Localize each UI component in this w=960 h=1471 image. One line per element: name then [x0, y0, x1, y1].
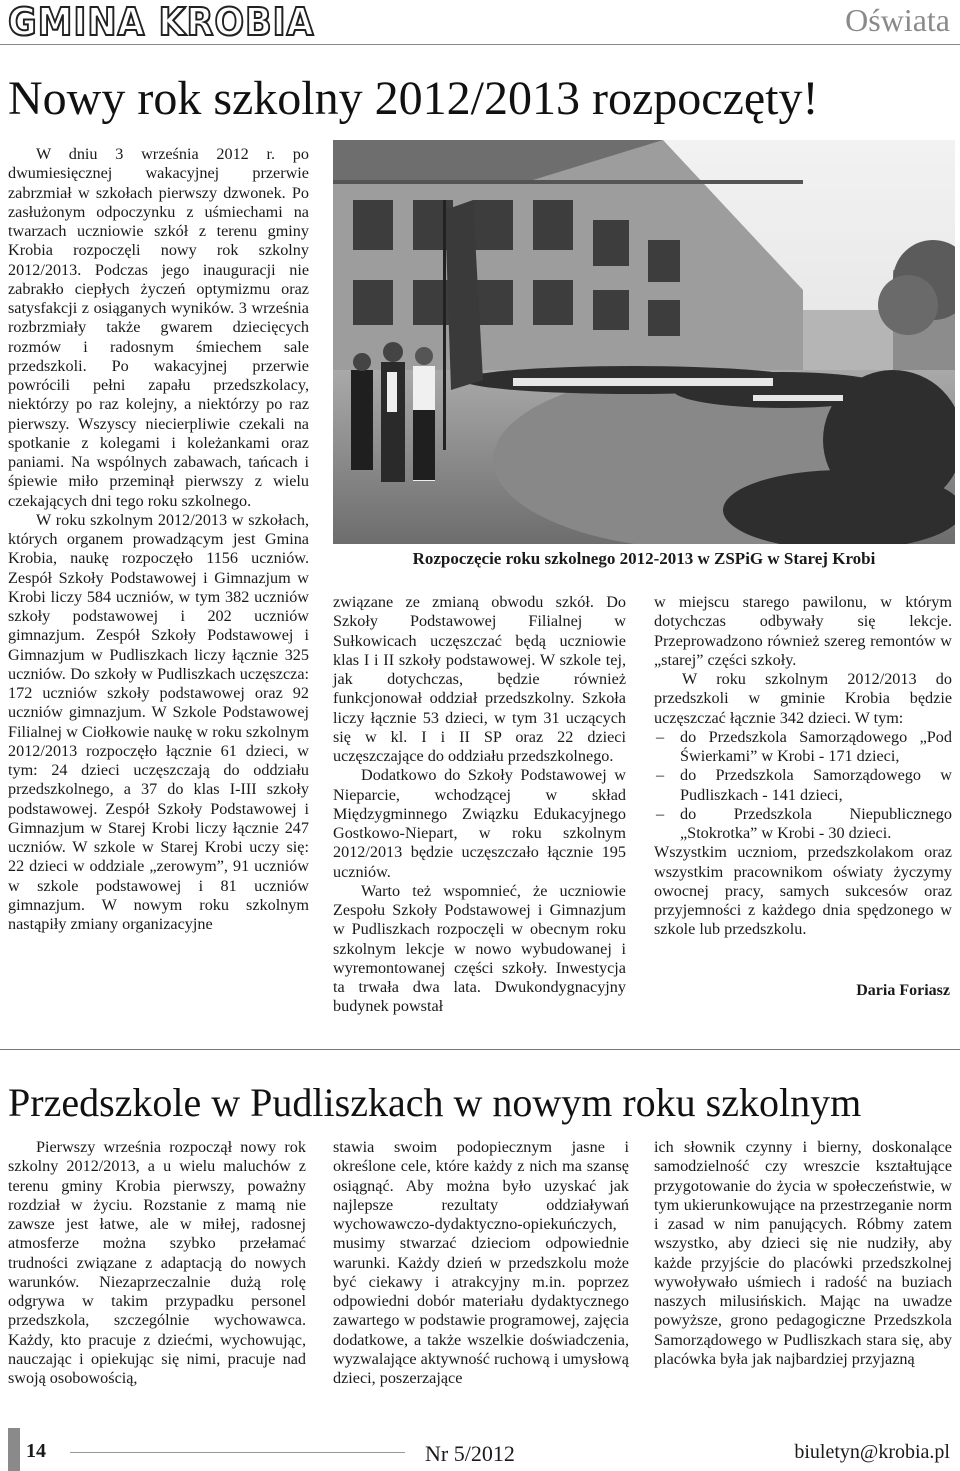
- header-rule: [0, 44, 960, 45]
- article-column-2: [333, 593, 626, 1017]
- paragraph: Wszystkim uczniom, przedszkolakom oraz wszystkim pracownikom oświaty życzymy owocnej pracy, samych sukcesów oraz przyjemności z każdego dnia spędzonego w szkole lub przedszkolu.: [654, 843, 952, 939]
- paragraph: W roku szkolnym 2012/2013 w szkołach, których organem prowadzącym jest Gmina Krobia, naukę rozpoczęło 1156 uczniów. Zespół Szkoły Podstawowej i Gimnazjum w Krobi liczy 584 uczniów, w tym 382 uczniów szkoły podstawowej i 202 uczniów gimnazjum. Zespół Szkoły Podstawowej i Gimnazjum w Pudliszkach liczy łącznie 325 uczniów. Do szkoły w Pudliszkach uczęszcza: 172 uczniów szkoły podstawowej oraz 92 uczniów gimnazjum. W Szkole Podstawowej Filialnej w Ciołkowie naukę w roku szkolnym 2012/2013 rozpoczęło łącznie 61 dzieci, w tym: 24 dzieci uczęszczają do oddziału przedszkolnego, a 37 do klas I-III szkoły podstawowej. Zespół Szkoły Podstawowej i Gimnazjum w Starej Krobi liczy łącznie 247 uczniów. W szkole w Starej Krobi uczy się: 22 dzieci w oddziale „zerowym”, 91 uczniów w szkole podstawowej i 81 uczniów gimnazjum. W nowym roku szkolnym nastąpiły zmiany organizacyjne: [8, 510, 309, 933]
- article-column-3: [654, 593, 952, 940]
- page-number: 14: [26, 1440, 46, 1462]
- article-divider: [0, 1049, 960, 1050]
- list-item: – do Przedszkola Samorządowego w Pudliszkach - 141 dzieci,: [654, 766, 952, 805]
- article-title: Przedszkole w Pudliszkach w nowym roku szkolnym: [8, 1080, 862, 1125]
- photo-caption: Rozpoczęcie roku szkolnego 2012-2013 w ZSPiG w Starej Krobi: [412, 549, 876, 568]
- paragraph: Pierwszy września rozpoczął nowy rok szkolny 2012/2013, a u wielu maluchów z terenu gminy Krobia pierwszy, poważny rozdział w życiu. Rozstanie z mamą nie zawsze jest łatwe, ale w miłej, radosnej atmosferze można szybko przełamać trudności związane z adaptacją do nowych warunków. Niezaprzeczalnie dużą rolę odgrywa w takim przypadku personel przedszkola, szczególnie wychowawca. Każdy, kto pracuje z dziećmi, wychowując, nauczając i opiekując się nimi, pracuje nad swoją osobowością,: [8, 1138, 306, 1387]
- kindergarten-list: [654, 728, 952, 844]
- footer-accent-bar: [8, 1428, 20, 1471]
- list-item: – do Przedszkola Samorządowego „Pod Świerkami” w Krobi - 171 dzieci,: [654, 728, 952, 767]
- paragraph: stawia swoim podopiecznym jasne i określone cele, które każdy z nich ma szansę osiągnąć. Aby można było uzyskać jak najlepsze rezultaty oddziaływań wychowawczo-dydaktyczno-opiekuńczych, musimy stwarzać dzieciom odpowiednie warunki. Każdy dzień w przedszkolu może być ciekawy i atrakcyjny m.in. poprzez odpowiedni dobór materiału dydaktycznego zawartego w podstawie programowej, zajęcia dodatkowe, a także wszelkie doświadczenia, wyzwalające aktywność ruchową i umysłową dzieci, poszerzające: [333, 1138, 629, 1387]
- footer-rule: [70, 1452, 405, 1453]
- list-item: – do Przedszkola Niepublicznego „Stokrotka” w Krobi - 30 dzieci.: [654, 805, 952, 844]
- paragraph: związane ze zmianą obwodu szkół. Do Szkoły Podstawowej Filialnej w Sułkowicach uczęszczać będą uczniowie klas I i II szkoły podstawowej. W szkole tej, jak dotychczas, będzie również funkcjonował oddział przedszkolny. Szkoła liczy łącznie 53 dzieci, w tym 31 uczących się w kl. I i II SP oraz 22 dzieci uczęszczające do oddziału przedszkolnego.: [333, 593, 626, 765]
- article2-column-3: [654, 1138, 952, 1369]
- paragraph: W dniu 3 września 2012 r. po dwumiesięcznej wakacyjnej przerwie zabrzmiał w szkołach pierwszy dzwonek. Po zasłużonym odpoczynku z uśmiechami na twarzach uczniowie szkół z terenu gminy Krobia rozpoczęli nowy rok szkolny 2012/2013. Podczas jego inauguracji nie zabrakło ciepłych życzeń optymizmu oraz satysfakcji z osiąganych wyników. 3 września rozbrzmiały także gwarem dziecięcych rozmów i radosnym śmiechem sale przedszkoli. Po wakacyjnej przerwie powrócili pełni zapału przedszkolacy, niektórzy po raz kolejny, a niektórzy po raz pierwszy. Wszyscy niecierpliwie czekali na spotkanie z kolegami i koleżankami oraz paniami. Na wspólnych zabawach, tańcach i śpiewie miło przeminął pierwszy z wielu czekających dni tego roku szkolnego.: [8, 145, 309, 510]
- article-column-1: [8, 145, 309, 934]
- masthead-logo: GMINA KROBIA: [8, 0, 315, 44]
- paragraph: w miejscu starego pawilonu, w którym dotychczas odbywały się lekcje. Przeprowadzono również szereg remontów w „starej” części szkoły.: [654, 593, 952, 669]
- paragraph: W roku szkolnym 2012/2013 do przedszkoli w gminie Krobia będzie uczęszczać łącznie 342 dzieci. W tym:: [654, 670, 952, 727]
- article-title: Nowy rok szkolny 2012/2013 rozpoczęty!: [8, 72, 819, 125]
- issue-number: Nr 5/2012: [425, 1441, 515, 1466]
- section-label: Oświata: [845, 2, 950, 38]
- paragraph: ich słownik czynny i bierny, doskonalące samodzielność czy wreszcie kształtujące przygotowanie do życia w społeczeństwie, w tym ukierunkowujące na przestrzeganie norm i zasad w nim panujących. Róbmy zatem wszystko, aby dzieci się nie nudziły, aby każde przyjście do placówki przedszkolnej wywoływało uśmiech i radość na buziach naszych milusińskich. Mając na uwadze powyższe, grono pedagogiczne Przedszkola Samorządowego w Pudliszkach stara się, aby placówka była jak najbardziej przyjazną: [654, 1138, 952, 1368]
- paragraph: Warto też wspomnieć, że uczniowie Zespołu Szkoły Podstawowej i Gimnazjum w Pudliszkach rozpoczęli w obecnym roku szkolnym lekcje w nowo wybudowanej i wyremontowanej części szkoły. Inwestycja ta trwała dwa lata. Dwukondygnacyjny budynek powstał: [333, 881, 626, 1016]
- article2-column-1: [8, 1138, 306, 1388]
- author-signature: Daria Foriasz: [856, 982, 950, 999]
- article2-column-2: [333, 1138, 629, 1388]
- paragraph: Dodatkowo do Szkoły Podstawowej w Nieparcie, wchodzącej w skład Międzygminnego Związku Edukacyjnego Gostkowo-Niepart, w roku szkolnym 2012/2013 będzie uczęszczało łącznie 195 uczniów.: [333, 766, 626, 881]
- school-ceremony-photo: [333, 140, 955, 544]
- contact-email: biuletyn@krobia.pl: [794, 1441, 950, 1463]
